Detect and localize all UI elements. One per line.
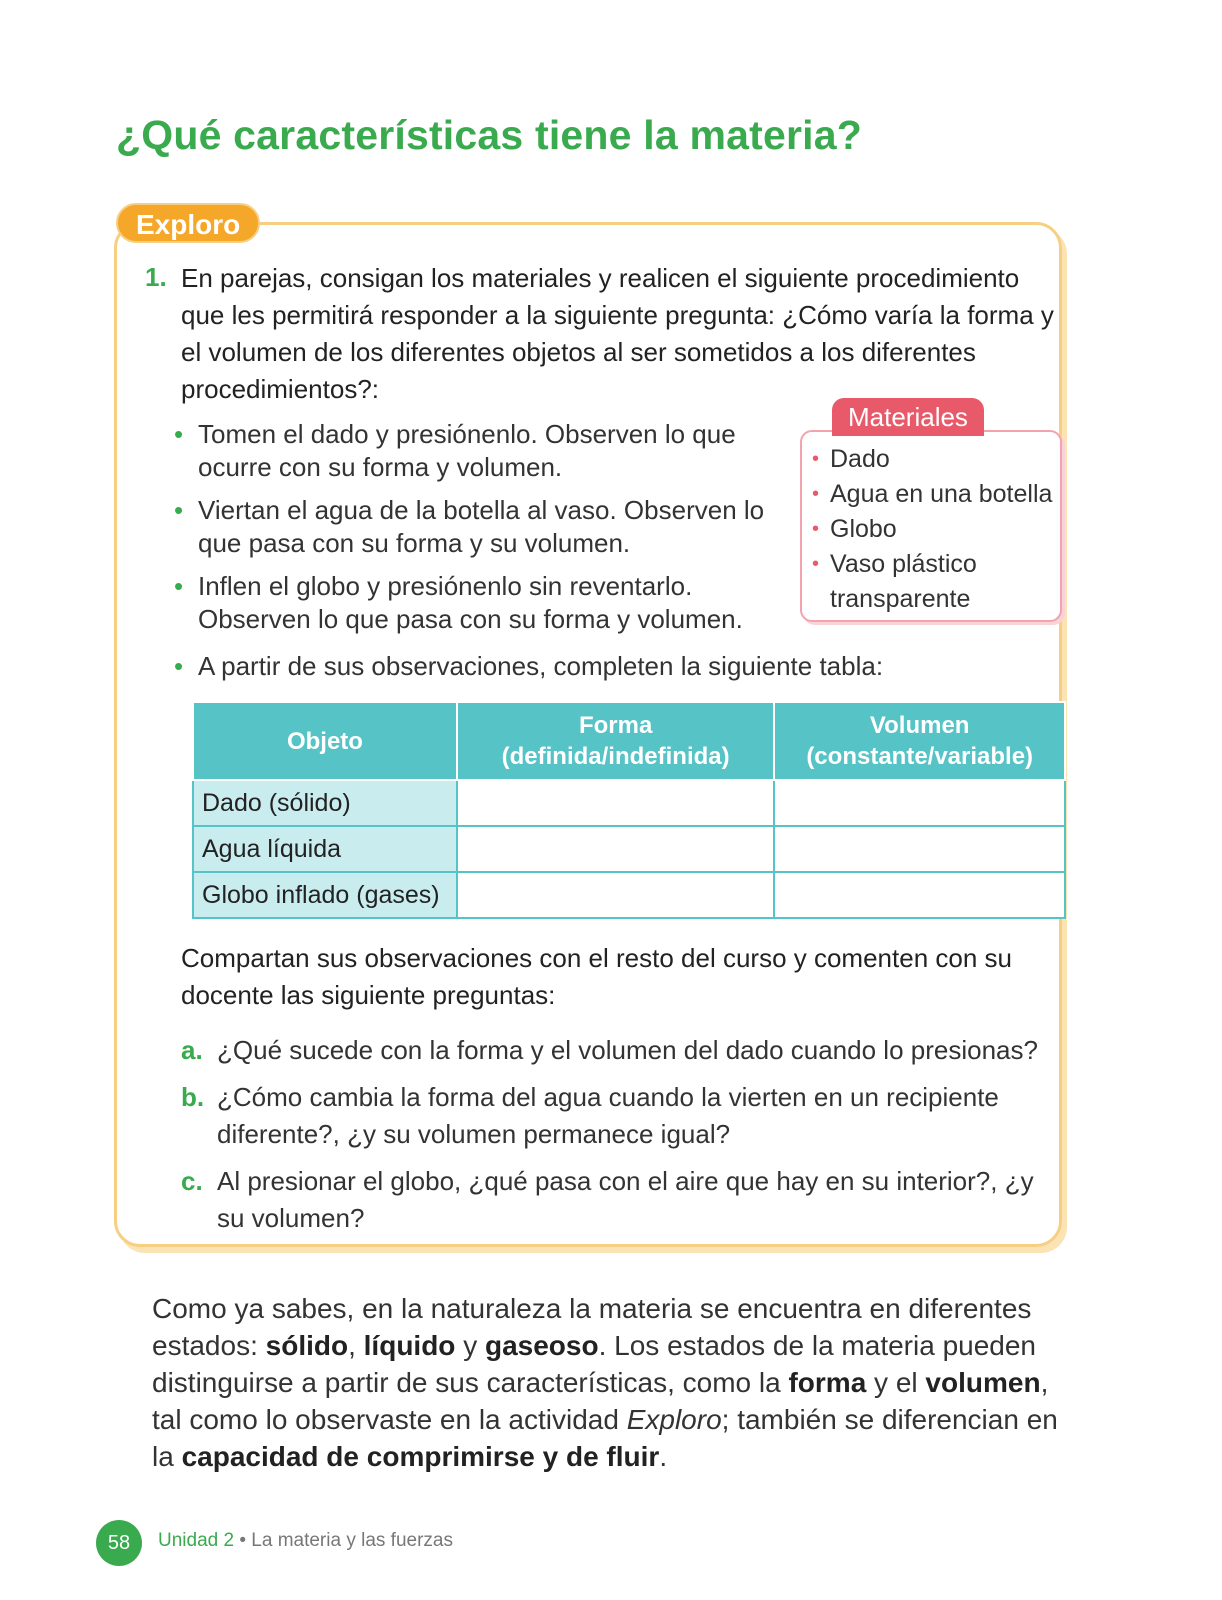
- header-objeto: Objeto: [193, 702, 457, 780]
- material-item: [812, 512, 1062, 547]
- explore-tab: Exploro: [116, 203, 260, 243]
- bullet-icon: •: [812, 483, 820, 505]
- object-cell: Globo inflado (gases): [193, 872, 457, 918]
- bullet-icon: •: [174, 651, 184, 681]
- term-capacidad: capacidad de comprimirse y de fluir: [181, 1441, 660, 1472]
- materials-list: [812, 442, 1062, 617]
- share-text: Compartan sus observaciones con el resto del curso y comenten con su docente las siguiente preguntas:: [181, 943, 1012, 1010]
- step-item: [174, 570, 784, 636]
- table-row: [193, 780, 1065, 826]
- body-text-span: ,: [348, 1330, 364, 1361]
- step-item: [174, 650, 1074, 683]
- sub-question-c: [181, 1163, 1041, 1237]
- bullet-icon: •: [812, 518, 820, 540]
- object-cell: Dado (sólido): [193, 780, 457, 826]
- material-text: Dado: [830, 445, 890, 473]
- body-text-span: y: [455, 1330, 485, 1361]
- step-text: Tomen el dado y presiónenlo. Observen lo que ocurre con su forma y volumen.: [198, 419, 736, 482]
- header-volumen: Volumen (constante/variable): [774, 702, 1065, 780]
- sub-question-letter: a.: [181, 1035, 203, 1065]
- sub-question-letter: c.: [181, 1166, 203, 1196]
- step-text: A partir de sus observaciones, completen la siguiente tabla:: [198, 651, 884, 681]
- header-forma: Forma (definida/indefinida): [457, 702, 774, 780]
- term-forma: forma: [788, 1367, 867, 1398]
- steps-list: [174, 418, 784, 646]
- term-solido: sólido: [265, 1330, 349, 1361]
- material-text: Globo: [830, 515, 897, 543]
- sub-question-a: [181, 1032, 1041, 1069]
- footer-separator: •: [234, 1530, 252, 1551]
- forma-answer-cell[interactable]: [457, 872, 774, 918]
- footer-unit-title: La materia y las fuerzas: [251, 1530, 453, 1551]
- page-title: ¿Qué características tiene la materia?: [116, 112, 862, 158]
- materials-label: Materiales: [832, 398, 984, 436]
- body-text-span: .: [659, 1441, 668, 1472]
- term-volumen: volumen: [925, 1367, 1041, 1398]
- footer-unit: Unidad 2: [158, 1530, 235, 1551]
- question-number: 1.: [145, 262, 167, 292]
- step-text: Inflen el globo y presiónenlo sin reventarlo. Observen lo que pasa con su forma y volumen.: [198, 571, 743, 634]
- material-text: Vaso plástico transparente: [830, 550, 977, 613]
- bullet-icon: •: [812, 448, 820, 470]
- term-liquido: líquido: [363, 1330, 456, 1361]
- body-text-span: ; también se diferencian en la: [152, 1404, 1058, 1472]
- volumen-answer-cell[interactable]: [774, 872, 1065, 918]
- body-text-span: . Los estados de la materia pueden distinguirse a partir de sus características, como la: [152, 1330, 1036, 1398]
- step-text: Viertan el agua de la botella al vaso. Observen lo que pasa con su forma y su volumen.: [198, 495, 765, 558]
- activity-name: Exploro: [626, 1404, 722, 1435]
- table-row: [193, 872, 1065, 918]
- forma-answer-cell[interactable]: [457, 780, 774, 826]
- material-item: [812, 547, 1062, 617]
- question-text: En parejas, consigan los materiales y realicen el siguiente procedimiento que les permitirá responder a la siguiente pregunta: ¿Cómo varía la forma y el volumen de los diferentes objetos al ser sometidos a los diferentes procedimientos?:: [181, 263, 1054, 404]
- sub-question-text: ¿Qué sucede con la forma y el volumen del dado cuando lo presionas?: [217, 1035, 1038, 1065]
- page-number: 58: [96, 1520, 142, 1566]
- volumen-answer-cell[interactable]: [774, 780, 1065, 826]
- material-item: [812, 477, 1062, 512]
- footer: [158, 1530, 453, 1552]
- body-text-span: , tal como lo observaste en la actividad: [152, 1367, 1049, 1435]
- body-text-span: y el: [866, 1367, 926, 1398]
- body-text-span: Como ya sabes, en la naturaleza la materia se encuentra en diferentes estados:: [152, 1293, 1032, 1361]
- body-paragraph: [152, 1290, 1082, 1475]
- sub-question-text: ¿Cómo cambia la forma del agua cuando la vierten en un recipiente diferente?, ¿y su volumen permanece igual?: [217, 1082, 999, 1149]
- sub-question-text: Al presionar el globo, ¿qué pasa con el aire que hay en su interior?, ¿y su volumen?: [217, 1166, 1034, 1233]
- table-row: [193, 826, 1065, 872]
- bullet-icon: •: [174, 419, 184, 449]
- object-cell: Agua líquida: [193, 826, 457, 872]
- material-item: [812, 442, 1062, 477]
- step-item: [174, 494, 784, 560]
- observation-table: [192, 701, 1066, 919]
- material-text: Agua en una botella: [830, 480, 1053, 508]
- bullet-icon: •: [174, 571, 184, 601]
- bullet-icon: •: [174, 495, 184, 525]
- term-gaseoso: gaseoso: [484, 1330, 599, 1361]
- sub-question-letter: b.: [181, 1082, 205, 1112]
- bullet-icon: •: [812, 553, 820, 575]
- sub-question-b: [181, 1079, 1041, 1153]
- forma-answer-cell[interactable]: [457, 826, 774, 872]
- volumen-answer-cell[interactable]: [774, 826, 1065, 872]
- step-item: [174, 418, 784, 484]
